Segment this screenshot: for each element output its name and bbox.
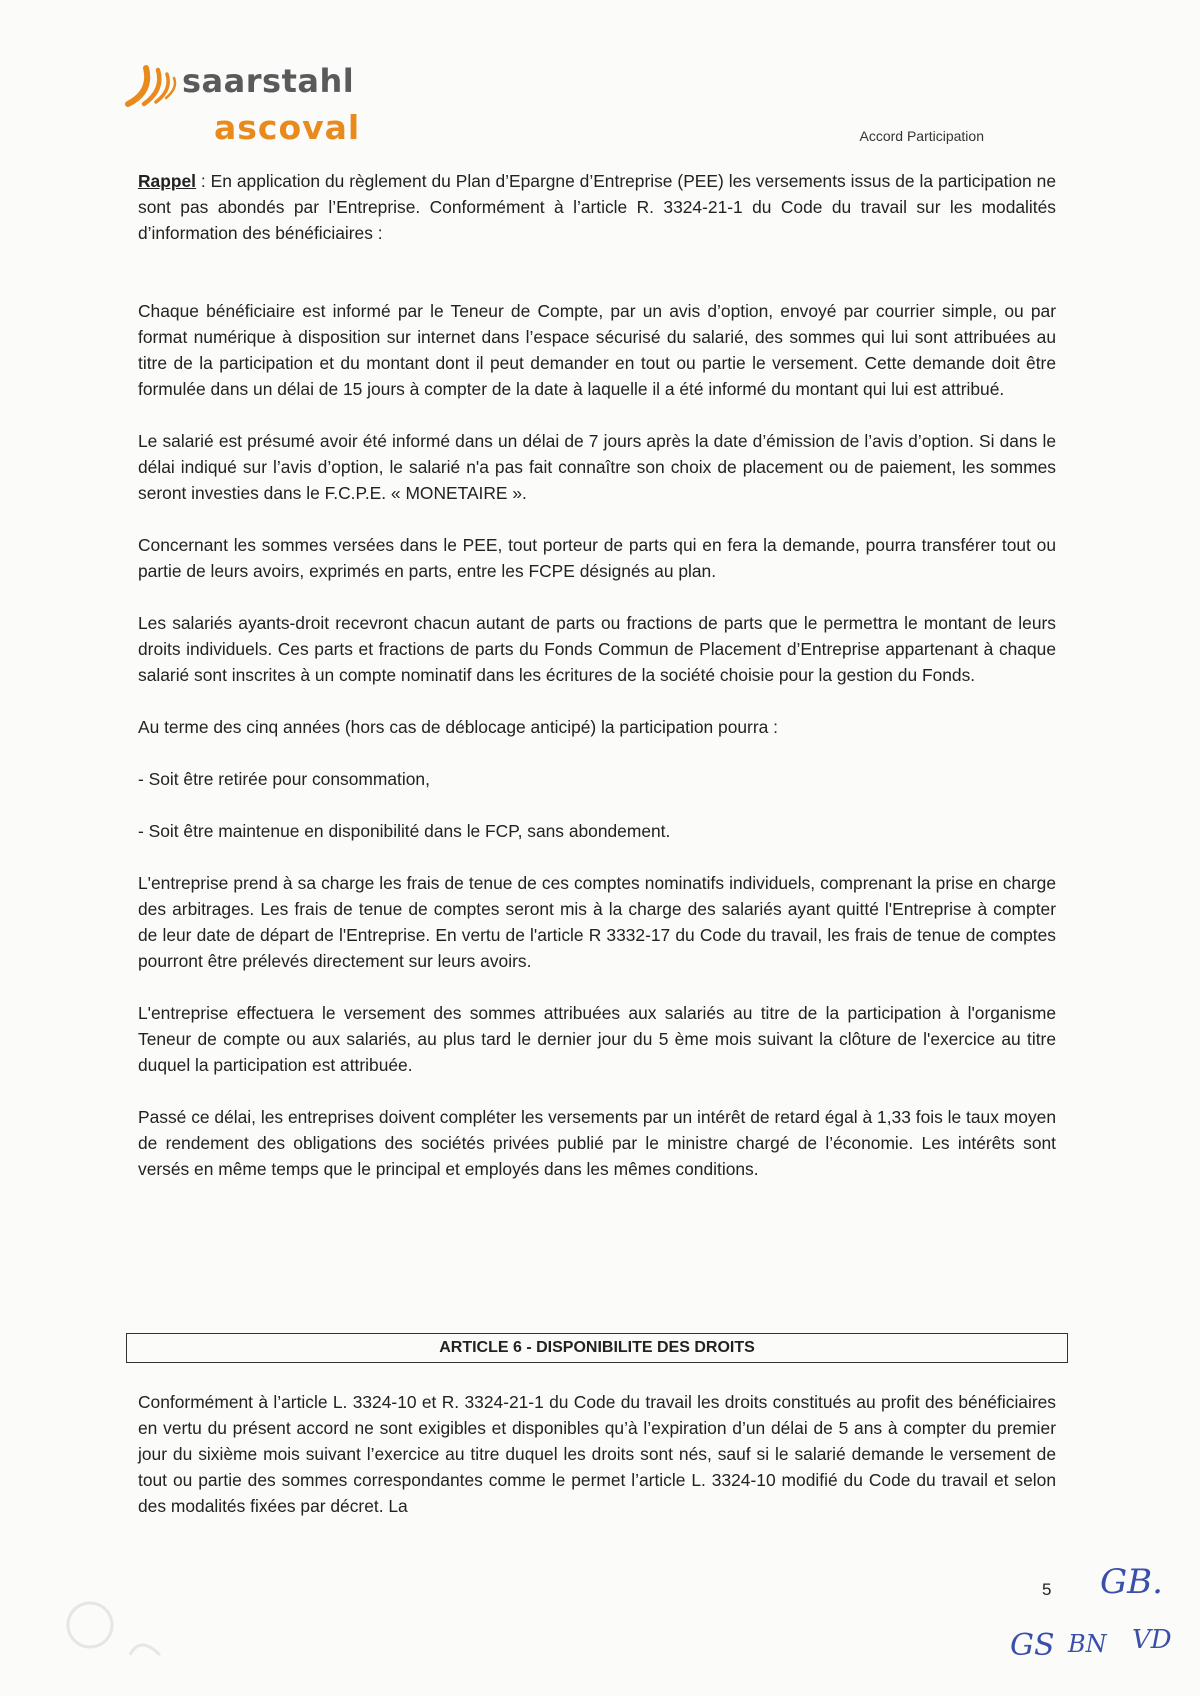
paragraph: Le salarié est présumé avoir été informé dans un délai de 7 jours après la date d’émission de l’avis d’option. Si dans le délai indiqué sur l’avis d’option, le salarié n'a pas fait connaître son choix de placement ou de paiement, les sommes seront investies dans le F.C.P.E. « MONETAIRE ». bbox=[138, 431, 1056, 503]
document-title: Accord Participation bbox=[859, 128, 984, 144]
rappel-label: Rappel bbox=[138, 171, 196, 191]
handwritten-initials: GB. bbox=[1100, 1562, 1163, 1602]
rappel-paragraph bbox=[138, 168, 1056, 246]
paragraph: Au terme des cinq années (hors cas de déblocage anticipé) la participation pourra : bbox=[138, 717, 778, 737]
paragraph: Passé ce délai, les entreprises doivent compléter les versements par un intérêt de retard égal à 1,33 fois le taux moyen de rendement des obligations des sociétés privées publié par le ministre chargé de l’économie. Les intérêts sont versés en même temps que le principal et employés dans les mêmes conditions. bbox=[138, 1107, 1056, 1179]
article-heading: ARTICLE 6 - DISPONIBILITE DES DROITS bbox=[126, 1333, 1068, 1363]
handwritten-initials: BN bbox=[1068, 1630, 1107, 1658]
paragraph: Concernant les sommes versées dans le PEE, tout porteur de parts qui en fera la demande, pourra transférer tout ou partie de leurs avoirs, exprimés en parts, entre les FCPE désignés au plan. bbox=[138, 535, 1056, 581]
article-text: Conformément à l’article L. 3324-10 et R. 3324-21-1 du Code du travail les droits constitués au profit des bénéficiaires en vertu du présent accord ne sont exigibles et disponibles qu’à l’expiration d’un délai de 5 ans à compter du premier jour du sixième mois suivant l’exercice au titre duquel les droits sont nés, sauf si le salarié demande le versement de tout ou partie des sommes correspondantes comme le permet l’article L. 3324-10 modifié du Code du travail et selon des modalités fixées par décret. La bbox=[138, 1392, 1056, 1516]
handwritten-initials: GS bbox=[1010, 1628, 1055, 1663]
paragraph: L'entreprise effectuera le versement des sommes attribuées aux salariés au titre de la participation à l'organisme Teneur de compte ou aux salariés, au plus tard le dernier jour du 5 ème mois suivant la clôture de l'exercice au titre duquel la participation est attribuée. bbox=[138, 1003, 1056, 1075]
page-number: 5 bbox=[1042, 1580, 1052, 1599]
faded-stamp-icon bbox=[60, 1595, 180, 1685]
company-logo bbox=[122, 62, 382, 152]
paragraph: Chaque bénéficiaire est informé par le Teneur de Compte, par un avis d’option, envoyé par courrier simple, ou par format numérique à disposition sur internet dans l’espace sécurisé du salarié, des sommes qui lui sont attribuées au titre de la participation et du montant dont il peut demander en tout ou partie le versement. Cette demande doit être formulée dans un délai de 15 jours à compter de la date à laquelle il a été informé du montant qui lui est attribué. bbox=[138, 301, 1056, 399]
logo-text-ascoval: ascoval bbox=[214, 108, 361, 147]
body-text bbox=[138, 168, 1056, 1208]
rappel-text: : En application du règlement du Plan d’Epargne d’Entreprise (PEE) les versements issus de la participation ne sont pas abondés par l’Entreprise. Conformément à l’article R. 3324-21-1 du Code du travail sur les modalités d’information des bénéficiaires : bbox=[138, 171, 1056, 243]
paragraph: Les salariés ayants-droit recevront chacun autant de parts ou fractions de parts que le permettra le montant de leurs droits individuels. Ces parts et fractions de parts du Fonds Commun de Placement d’Entreprise appartenant à chaque salarié sont inscrites à un compte nominatif dans les écritures de la société choisie pour la gestion du Fonds. bbox=[138, 613, 1056, 685]
handwritten-initials: VD bbox=[1132, 1625, 1172, 1655]
logo-swoosh-icon bbox=[122, 64, 180, 108]
logo-text-saarstahl: saarstahl bbox=[182, 62, 355, 100]
paragraph: L'entreprise prend à sa charge les frais de tenue de ces comptes nominatifs individuels, comprenant la prise en charge des arbitrages. Les frais de tenue de comptes seront mis à la charge des salariés ayant quitté l'Entreprise à compter de leur date de départ de l'Entreprise. En vertu de l'article R 3332-17 du Code du travail, les frais de tenue de comptes pourront être prélevés directement sur leurs avoirs. bbox=[138, 873, 1056, 971]
list-item: - Soit être retirée pour consommation, bbox=[138, 769, 430, 789]
list-item: - Soit être maintenue en disponibilité dans le FCP, sans abondement. bbox=[138, 821, 671, 841]
